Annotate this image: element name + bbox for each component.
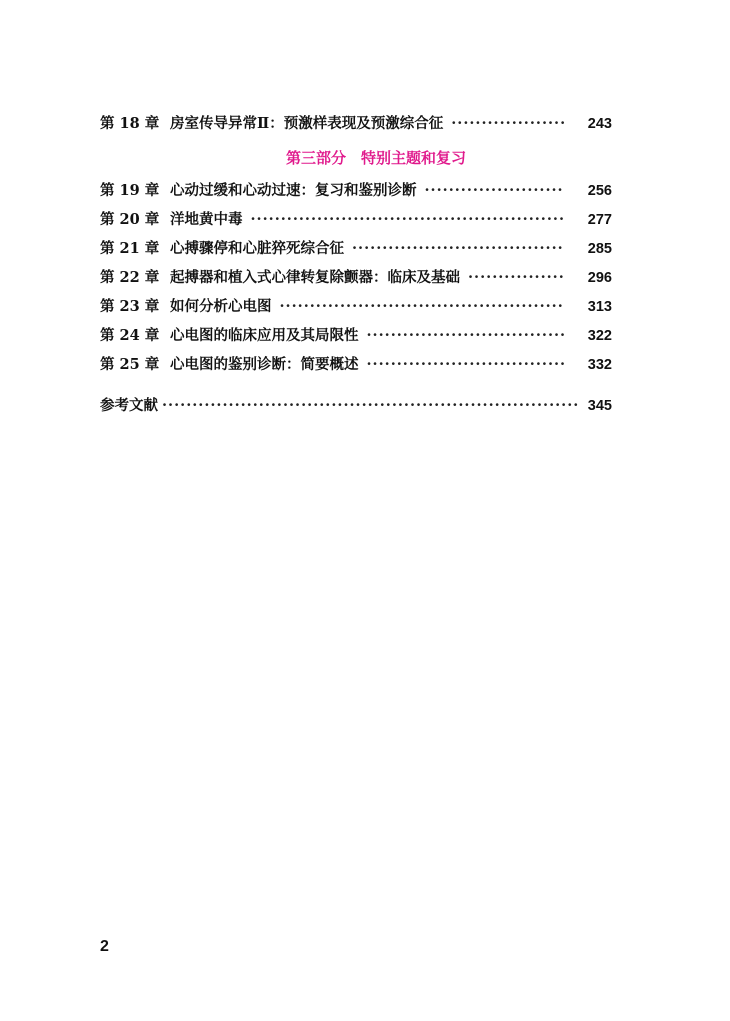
toc-entry-references[interactable] xyxy=(100,394,612,423)
part-heading: 第三部分 特别主题和复习 xyxy=(285,149,466,167)
toc-entry-chapter-20[interactable] xyxy=(100,208,612,237)
chapter-number: 第 25 章 xyxy=(100,356,160,373)
chapter-number: 第 21 章 xyxy=(100,240,160,257)
chapter-title: 心电图的临床应用及其局限性 xyxy=(170,327,359,344)
chapter-title: 心搏骤停和心脏猝死综合征 xyxy=(170,240,344,257)
table-of-contents xyxy=(100,112,612,423)
chapter-title: 起搏器和植入式心律转复除颤器：临床及基础 xyxy=(170,269,460,286)
dot-leader xyxy=(367,327,565,344)
dot-leader xyxy=(251,211,565,228)
page-number: 243 xyxy=(587,116,612,132)
page-number: 296 xyxy=(587,270,612,286)
dot-leader xyxy=(425,182,565,199)
toc-entry-chapter-21[interactable] xyxy=(100,237,612,266)
dot-leader xyxy=(367,356,565,373)
chapter-number: 第 23 章 xyxy=(100,298,160,315)
toc-entry-chapter-22[interactable] xyxy=(100,266,612,295)
chapter-number: 第 20 章 xyxy=(100,211,160,228)
toc-entry-chapter-23[interactable] xyxy=(100,295,612,324)
dot-leader xyxy=(451,115,564,132)
chapter-number: 第 19 章 xyxy=(100,182,160,199)
chapter-number: 第 22 章 xyxy=(100,269,160,286)
page-number: 313 xyxy=(587,299,612,315)
chapter-title: 房室传导异常Ⅱ：预激样表现及预激综合征 xyxy=(170,115,444,132)
toc-entry-chapter-19[interactable] xyxy=(100,179,612,208)
references-title: 参考文献 xyxy=(100,397,158,414)
page-number: 285 xyxy=(587,241,612,257)
chapter-title: 心动过缓和心动过速：复习和鉴别诊断 xyxy=(170,182,417,199)
toc-entry-chapter-24[interactable] xyxy=(100,324,612,353)
chapter-title: 心电图的鉴别诊断：简要概述 xyxy=(170,356,359,373)
chapter-number: 第 18 章 xyxy=(100,115,160,132)
page-number: 345 xyxy=(587,398,612,414)
page-number: 332 xyxy=(587,357,612,373)
toc-entry-chapter-25[interactable] xyxy=(100,353,612,382)
toc-entry-chapter-18[interactable] xyxy=(100,112,612,141)
page-number: 322 xyxy=(587,328,612,344)
dot-leader xyxy=(468,269,564,286)
dot-leader xyxy=(162,397,578,414)
chapter-title: 洋地黄中毒 xyxy=(170,211,243,228)
footer-page-number: 2 xyxy=(100,938,109,955)
dot-leader xyxy=(280,298,565,315)
page-number: 256 xyxy=(587,183,612,199)
chapter-title: 如何分析心电图 xyxy=(170,298,272,315)
chapter-number: 第 24 章 xyxy=(100,327,160,344)
page-number: 277 xyxy=(587,212,612,228)
dot-leader xyxy=(352,240,564,257)
